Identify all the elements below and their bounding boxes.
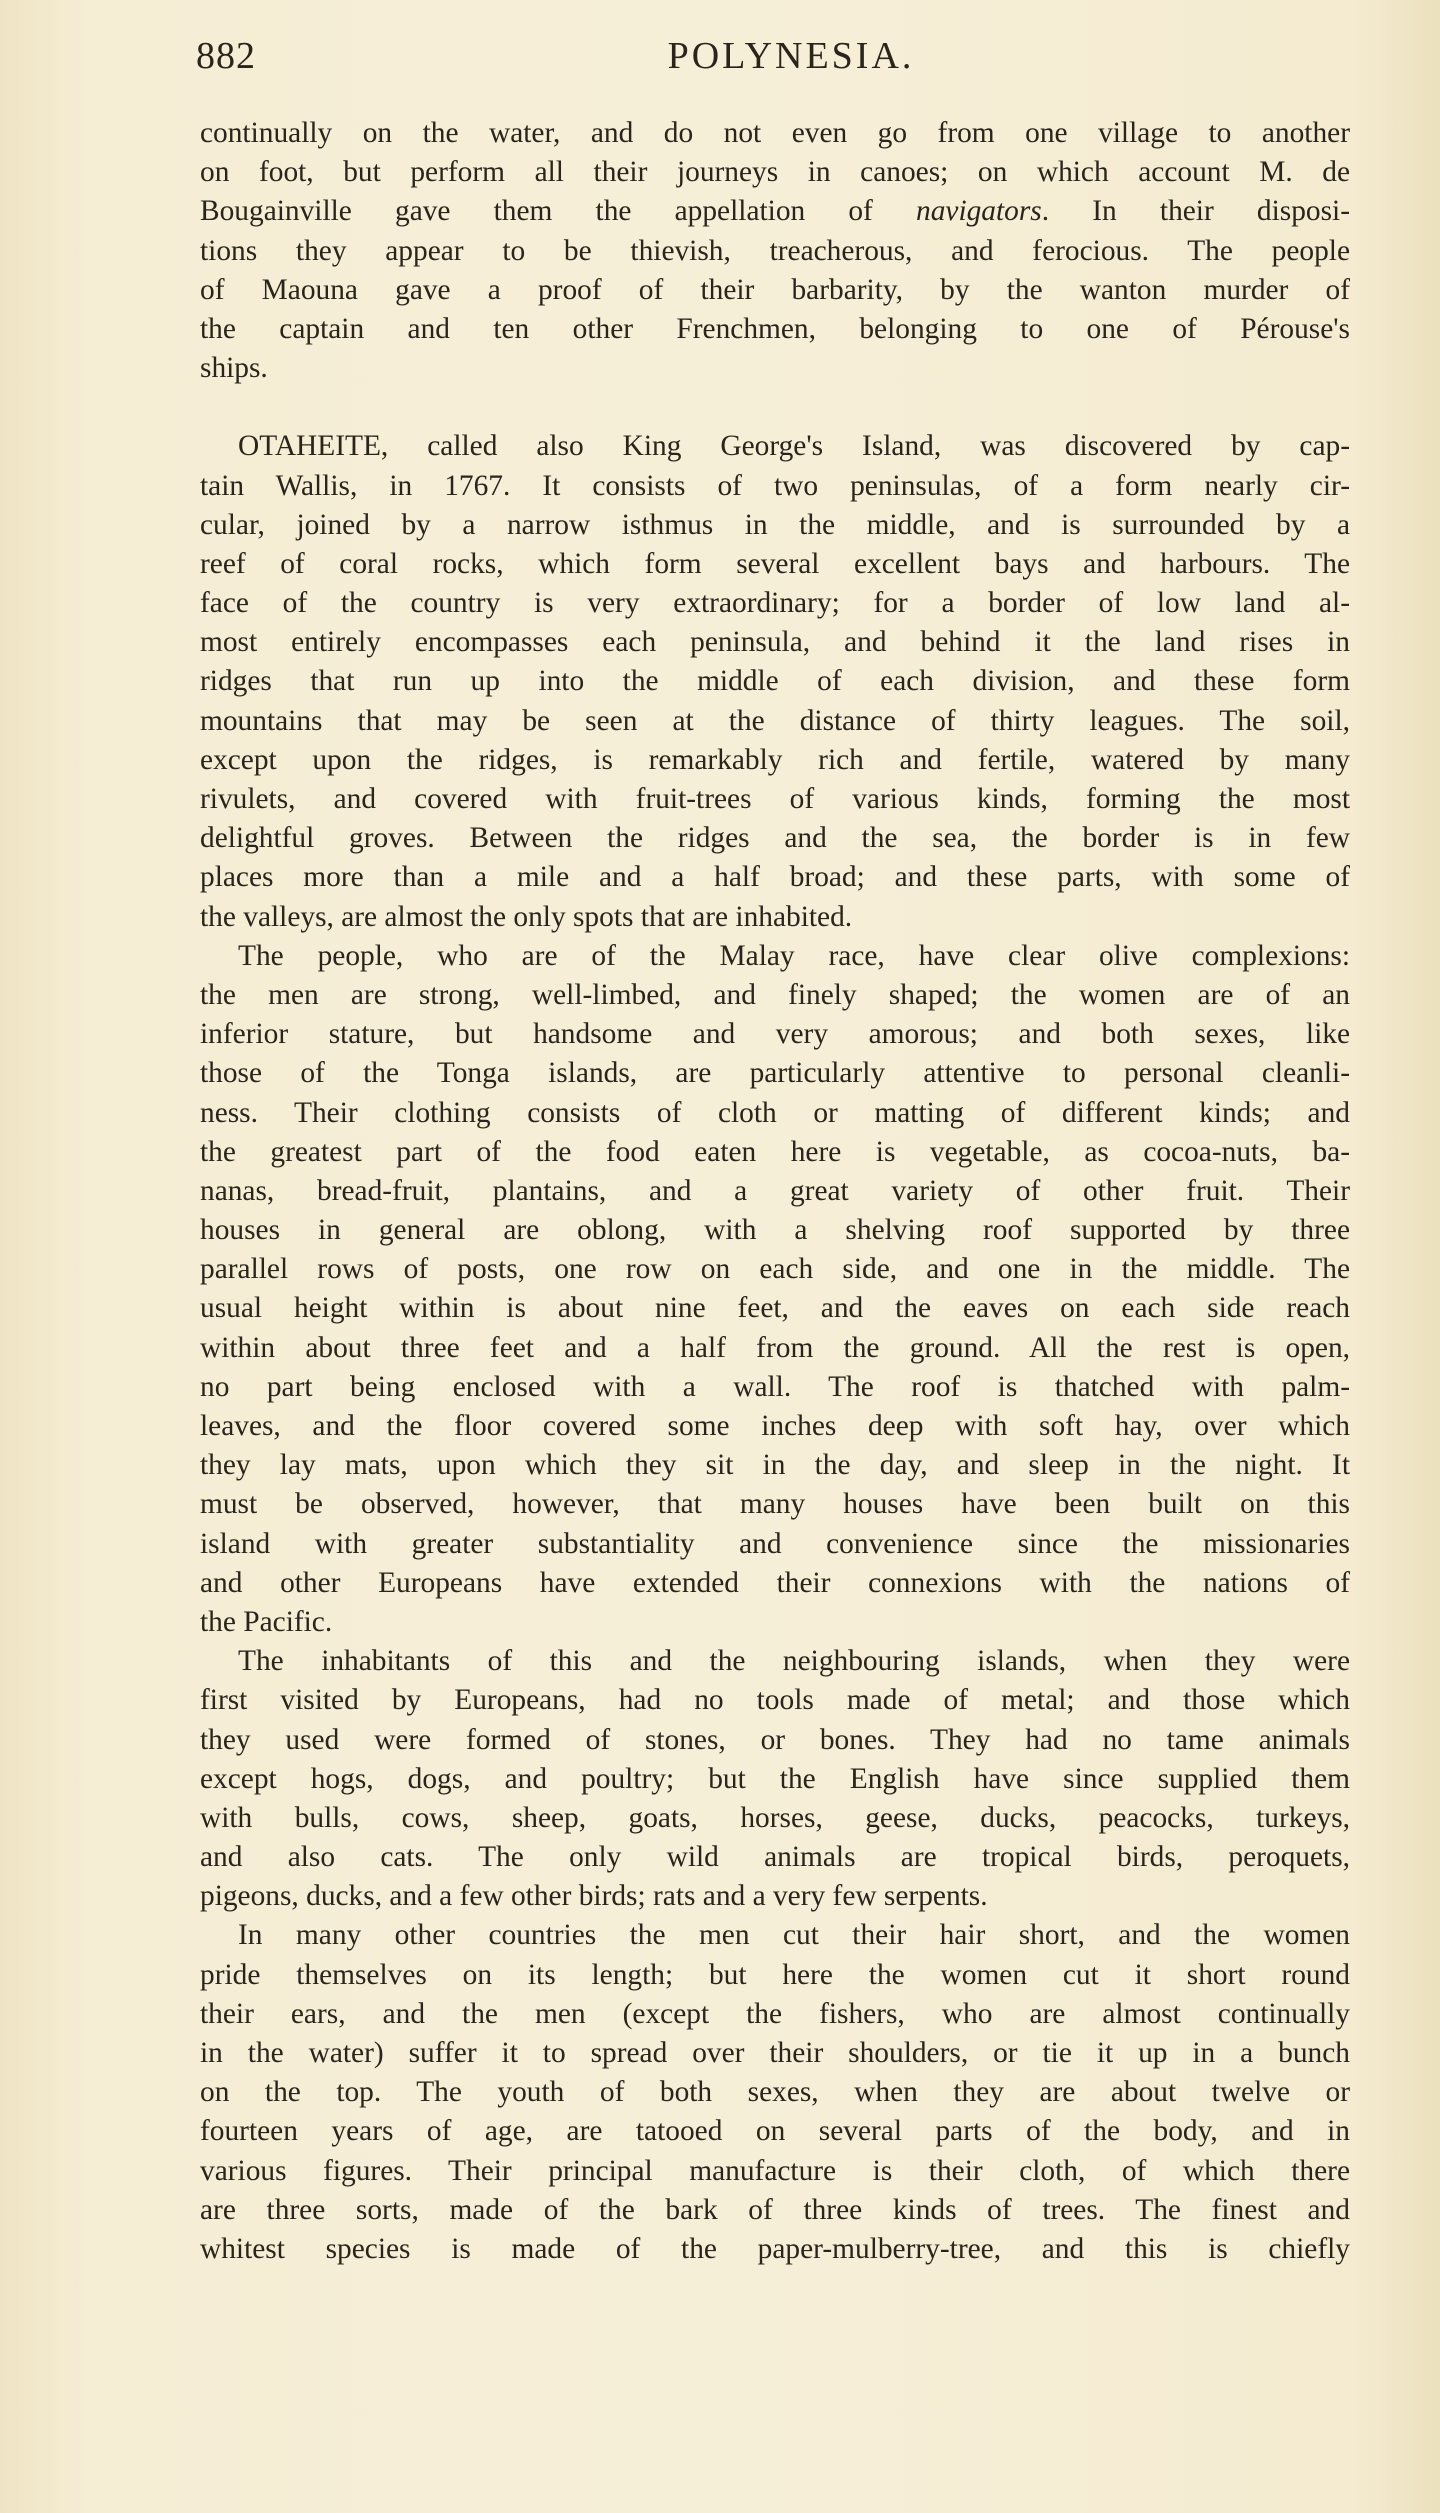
text-line: except upon the ridges, is remarkably rich and fertile, watered by many [200,743,1350,776]
text-line: island with greater substantiality and convenience since the missionaries [200,1527,1350,1560]
text-line: tain Wallis, in 1767. It consists of two peninsulas, of a form nearly cir- [200,469,1350,502]
text-line: Bougainville gave them the appellation of navigators. In their disposi- [200,195,1350,228]
text-line: they lay mats, upon which they sit in the day, and sleep in the night. It [200,1449,1350,1482]
text-line: the valleys, are almost the only spots that are inhabited. [200,900,853,933]
text-line: face of the country is very extraordinary; for a border of low land al- [200,587,1350,620]
text-line: their ears, and the men (except the fishers, who are almost continually [200,1997,1350,2030]
text-line: and also cats. The only wild animals are tropical birds, peroquets, [200,1841,1350,1874]
text-line: the Pacific. [200,1605,333,1638]
text-line: inferior stature, but handsome and very amorous; and both sexes, like [200,1018,1350,1051]
text-line: the men are strong, well-limbed, and finely shaped; the women are of an [200,978,1350,1011]
page-number: 882 [196,35,256,77]
text-line: usual height within is about nine feet, and the eaves on each side reach [200,1292,1350,1325]
text-line: those of the Tonga islands, are particularly attentive to personal cleanli- [200,1057,1350,1090]
text-line: reef of coral rocks, which form several excellent bays and harbours. The [200,547,1350,580]
text-line: in the water) suffer it to spread over their shoulders, or tie it up in a bunch [200,2037,1350,2069]
text-line: with bulls, cows, sheep, goats, horses, geese, ducks, peacocks, turkeys, [200,1801,1350,1834]
text-line: except hogs, dogs, and poultry; but the English have since supplied them [200,1762,1350,1795]
text-line: are three sorts, made of the bark of three kinds of trees. The finest and [200,2193,1350,2226]
text-line: continually on the water, and do not even go from one village to another [200,117,1350,149]
text-line: tions they appear to be thievish, treacherous, and ferocious. The people [200,234,1350,267]
text-line: pigeons, ducks, and a few other birds; rats and a very few serpents. [200,1880,988,1913]
text-line: nanas, bread-fruit, plantains, and a great variety of other fruit. Their [200,1174,1350,1207]
text-line: The people, who are of the Malay race, have clear olive complexions: [238,939,1350,972]
text-line: first visited by Europeans, had no tools made of metal; and those which [200,1684,1350,1717]
paragraph-people [200,937,1350,1642]
paragraph-inhabitants [200,1642,1350,1916]
text-line: delightful groves. Between the ridges and the sea, the border is in few [200,822,1350,855]
text-line: of Maouna gave a proof of their barbarity, by the wanton murder of [200,273,1350,306]
text-line: In many other countries the men cut their hair short, and the women [238,1919,1350,1952]
running-head: POLYNESIA. [667,35,915,77]
text-line: OTAHEITE, called also King George's Island, was discovered by cap- [238,430,1350,463]
text-line: parallel rows of posts, one row on each side, and one in the middle. The [200,1253,1350,1286]
text-line: ridges that run up into the middle of each division, and these form [200,665,1350,698]
text-line: the captain and ten other Frenchmen, belonging to one of Pérouse's [200,312,1350,345]
paragraph-hair-and-cloth [200,1916,1350,2269]
text-line: on foot, but perform all their journeys in canoes; on which account M. de [200,156,1350,189]
text-line: must be observed, however, that many houses have been built on this [200,1488,1350,1521]
text-line: whitest species is made of the paper-mulberry-tree, and this is chiefly [200,2232,1350,2265]
text-line: rivulets, and covered with fruit-trees of various kinds, forming the most [200,783,1350,815]
text-line: places more than a mile and a half broad; and these parts, with some of [200,861,1350,894]
page-header [196,34,1346,90]
text-line: they used were formed of stones, or bones. They had no tame animals [200,1723,1350,1756]
text-line: the greatest part of the food eaten here is vegetable, as cocoa-nuts, ba- [200,1135,1350,1168]
text-line: fourteen years of age, are tatooed on several parts of the body, and in [200,2115,1350,2148]
text-line: various figures. Their principal manufacture is their cloth, of which there [200,2154,1350,2187]
text-line: leaves, and the floor covered some inches deep with soft hay, over which [200,1410,1350,1442]
paragraph-otaheite [200,427,1350,936]
text-line: mountains that may be seen at the distance of thirty leagues. The soil, [200,704,1350,737]
text-line: ness. Their clothing consists of cloth or matting of different kinds; and [200,1096,1350,1129]
text-line: pride themselves on its length; but here the women cut it short round [200,1958,1350,1991]
text-line: on the top. The youth of both sexes, when they are about twelve or [200,2076,1350,2109]
text-line: within about three feet and a half from the ground. All the rest is open, [200,1331,1350,1364]
text-line: houses in general are oblong, with a shelving roof supported by three [200,1214,1350,1247]
paragraph-navigators [200,114,1350,388]
text-line: no part being enclosed with a wall. The roof is thatched with palm- [200,1370,1350,1403]
text-line: ships. [200,352,268,385]
italic-term: navigators [916,195,1042,228]
text-line: cular, joined by a narrow isthmus in the middle, and is surrounded by a [200,508,1350,541]
paragraph-gap [200,388,1350,427]
text-line: most entirely encompasses each peninsula, and behind it the land rises in [200,626,1350,659]
body-text [200,114,1350,2269]
text-line: and other Europeans have extended their connexions with the nations of [200,1566,1350,1599]
text-line: The inhabitants of this and the neighbouring islands, when they were [238,1645,1350,1678]
